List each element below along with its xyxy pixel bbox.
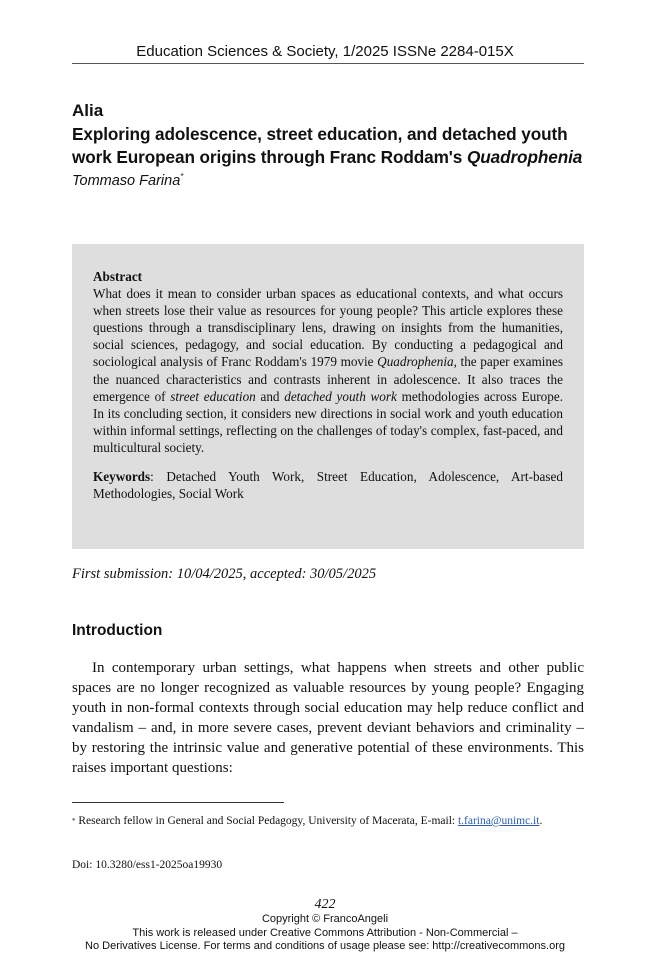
copyright-line: Copyright © FrancoAngeli <box>261 913 389 925</box>
author-text: Tommaso Farina <box>72 173 181 189</box>
footnote-rule <box>72 802 284 803</box>
title-film-name: Quadrophenia <box>466 147 583 167</box>
section-label: Alia <box>72 101 104 120</box>
abstract-content <box>93 268 563 502</box>
keywords-list: : Detached Youth Work, Street Education, Adolescence, Art-based Methodologies, Social Work <box>93 469 563 502</box>
footnote-text: Research fellow in General and Social Pedagogy, University of Macerata, E-mail: <box>75 815 458 827</box>
abstract-text-part: methodologies across Europe. In its concluding section, it considers new directions in social work and youth education within informal settings, reflecting on the challenges of today's complex, fast-paced, and multicultural society. <box>93 388 563 455</box>
abstract-text-part: , the paper examines the nuanced characteristics and contrasts inherent in adolescence. It also traces the emergence of <box>93 354 563 404</box>
abstract-text <box>93 285 563 456</box>
running-head: Education Sciences & Society, 1/2025 ISSNe 2284-015X <box>136 43 514 60</box>
author-footnote-mark[interactable]: * <box>180 172 184 181</box>
license-line: No Derivatives License. For terms and conditions of usage please see: http://creativecommons.org <box>85 940 565 952</box>
email-link[interactable]: t.farina@unimc.it <box>457 815 540 827</box>
page-number: 422 <box>314 897 336 912</box>
introduction-heading: Introduction <box>72 622 163 639</box>
keywords-label: Keywords <box>93 469 151 485</box>
abstract-term-detached-youth-work: detached youth work <box>284 388 397 404</box>
abstract-text-part: and <box>255 388 285 404</box>
license-line: This work is released under Creative Commons Attribution - Non-Commercial – <box>132 926 518 939</box>
footnote-mark: * <box>72 817 76 825</box>
author-name <box>72 173 183 189</box>
abstract-film-title: Quadrophenia <box>377 354 454 370</box>
header-rule <box>72 63 584 64</box>
copyright-block <box>0 913 650 954</box>
footnote-end: . <box>539 815 543 827</box>
abstract-text-part: What does it mean to consider urban spaces as educational contexts, and what occurs when streets lose their value as resources for young people? This article explores these questions through a transdisciplinary lens, drawing on insights from the humanities, social sciences, pedagogy, and social education. By conducting a pedagogical and sociological analysis of Franc Roddam's 1979 movie <box>93 286 563 370</box>
keywords <box>93 468 563 502</box>
introduction-paragraph: In contemporary urban settings, what happens when streets and other public spaces are no longer recognized as valuable resources by young people? Engaging youth in non-formal contexts through social education may help reduce conflict and vandalism – and, in more severe cases, prevent deviant behaviors and criminality – by restoring the intrinsic value and generative potential of these environments. This raises important questions: <box>72 660 584 776</box>
doi: Doi: 10.3280/ess1-2025oa19930 <box>72 859 223 871</box>
abstract-box <box>72 244 584 549</box>
title-text: Exploring adolescence, street education, and detached youth work European origins through Franc Roddam's <box>72 124 568 167</box>
submission-dates: First submission: 10/04/2025, accepted: 30/05/2025 <box>72 566 377 582</box>
abstract-heading: Abstract <box>93 269 143 284</box>
footnote <box>72 813 584 829</box>
abstract-term-street-education: street education <box>170 388 256 404</box>
article-title <box>72 123 592 169</box>
